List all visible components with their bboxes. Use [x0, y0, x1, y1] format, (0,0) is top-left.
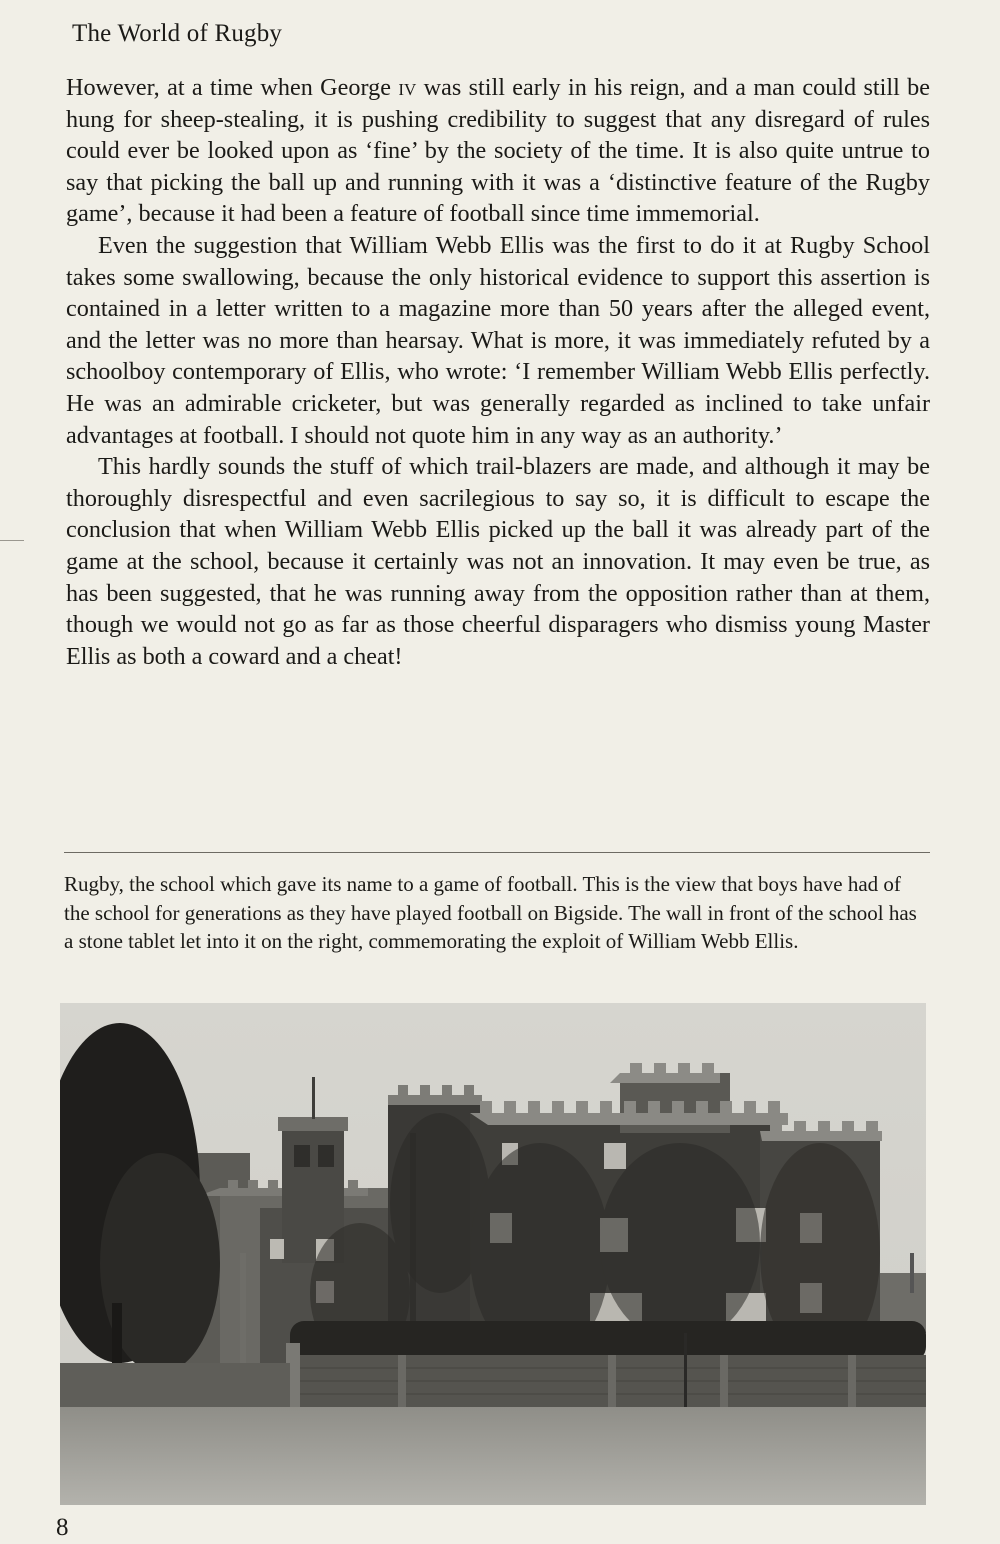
paragraph-1-rest: was still early in his reign, and a man could still be hung for sheep-stealing, it is pushing credibility to suggest that any disregard of rules could ever be looked upon as ‘fine’ by the society of the time. It is also quite untrue to say that picking the ball up and running with it was a ‘distinctive feature of the Rugby game’, because it had been a feature of football since time immemorial.: [66, 74, 930, 228]
running-head: The World of Rugby: [72, 20, 283, 47]
building-illustration: [60, 1003, 926, 1505]
playing-field: [60, 1407, 926, 1505]
margin-mark: [0, 540, 24, 541]
body-text: [66, 72, 930, 672]
photo-caption: Rugby, the school which gave its name to a game of football. This is the view that boys have had of the school for generations as they have played football on Bigside. The wall in front of the school has a stone tablet let into it on the right, commemorating the exploit of William Webb Ellis.: [64, 872, 917, 953]
paragraph-1: [66, 72, 930, 230]
paragraph-3: This hardly sounds the stuff of which trail-blazers are made, and although it may be thoroughly disrespectful and even sacrilegious to say so, it is difficult to escape the conclusion that when William Webb Ellis picked up the ball it was already part of the game at the school, because it certainly was not an innovation. It may even be true, as has been suggested, that he was running away from the opposition rather than at them, though we would not go as far as those cheerful disparagers who dismiss young Master Ellis as both a coward and a cheat!: [66, 453, 930, 670]
paragraph-1-start: However, at a time when George: [66, 74, 399, 101]
page-number: 8: [56, 1514, 69, 1541]
rugby-school-photo: [60, 1003, 926, 1505]
paragraph-2: Even the suggestion that William Webb Ellis was the first to do it at Rugby School takes some swallowing, because the only historical evidence to support this assertion is contained in a letter written to a magazine more than 50 years after the alleged event, and the letter was no more than hearsay. What is more, it was immediately refuted by a schoolboy contemporary of Ellis, who wrote: ‘I remember William Webb Ellis perfectly. He was an admirable cricketer, but was generally regarded as inclined to take unfair advantages at football. I should not quote him in any way as an authority.’: [66, 231, 930, 449]
regnal-numeral: iv: [398, 74, 417, 101]
caption-divider: [64, 852, 930, 853]
